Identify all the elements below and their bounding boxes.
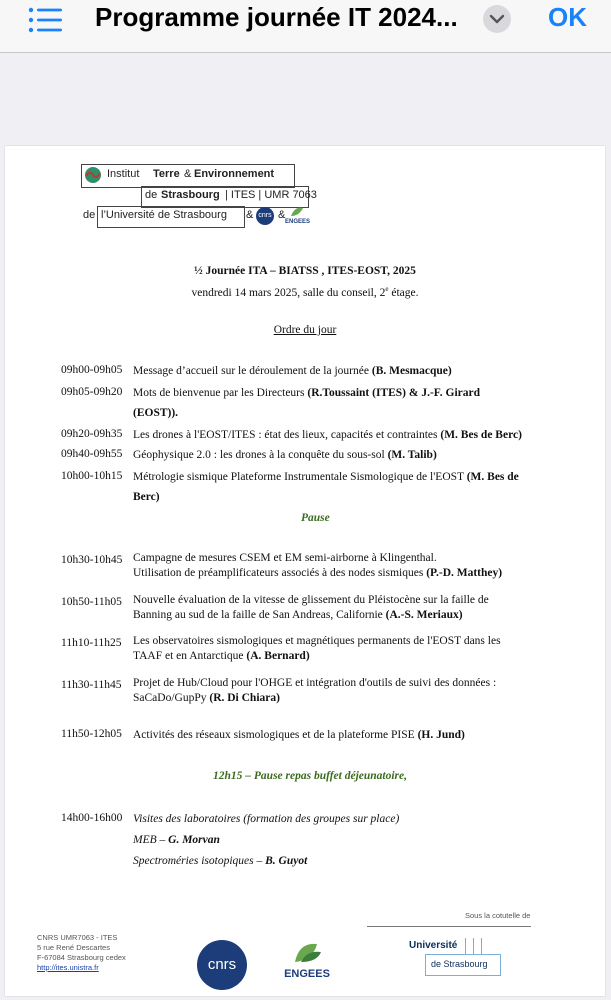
address-line: 5 rue René Descartes bbox=[37, 943, 110, 952]
cotutelle-label: Sous la cotutelle de bbox=[465, 911, 531, 920]
menu-icon[interactable] bbox=[28, 6, 64, 34]
chevron-down-icon[interactable] bbox=[483, 5, 511, 33]
event-subtitle: vendredi 14 mars 2025, salle du conseil, 2e étage. bbox=[191, 285, 419, 299]
globe-icon bbox=[83, 165, 103, 185]
engees-leaf-icon bbox=[289, 206, 305, 218]
visit-item: MEB – G. Morvan bbox=[133, 834, 220, 846]
document-title: Programme journée IT 2024... bbox=[95, 2, 458, 32]
website-link[interactable]: http://ites.unistra.fr bbox=[37, 963, 99, 972]
footer-divider bbox=[367, 926, 531, 927]
agenda-heading: Ordre du jour bbox=[273, 324, 337, 336]
address-line: CNRS UMR7063 - ITES bbox=[37, 933, 118, 942]
address-line: F-67084 Strasbourg cedex bbox=[37, 953, 126, 962]
top-bar bbox=[0, 0, 611, 53]
cnrs-logo: cnrs bbox=[197, 940, 247, 990]
unistra-logo: Université de Strasbourg bbox=[403, 938, 503, 978]
lunch-pause-label: 12h15 – Pause repas buffet déjeunatoire, bbox=[213, 770, 408, 782]
event-title: ½ Journée ITA – BIATSS , ITES-EOST, 2025 bbox=[194, 265, 416, 277]
engees-logo: ENGEES bbox=[277, 938, 337, 988]
ok-button[interactable]: OK bbox=[548, 2, 587, 32]
cnrs-logo-small: cnrs bbox=[256, 207, 274, 225]
engees-leaf-icon bbox=[277, 938, 337, 966]
pause-label: Pause bbox=[301, 512, 330, 524]
visit-item: Spectroméries isotopiques – B. Guyot bbox=[133, 855, 308, 867]
ites-logo: Institut Terre & Environnement de Strasbourg | ITES | UMR 7063 de l’Université de Strasbourg & cnrs & ENGEES bbox=[81, 164, 321, 234]
document-page: Institut Terre & Environnement de Strasbourg | ITES | UMR 7063 de l’Université de Strasbourg & cnrs & ENGEES ½ Journée ITA – BIATSS , ITES-EOST, 2025 vendredi 14 mars 2025, salle du conseil, 2e étage. Ordre du jour 09h00-09h05 Message d’accueil sur le déroulement de la journée (B. Mesmacque) 09h05-09h20 Mots de bienvenue par les Directeurs (R.Toussaint (ITES) & J.-F. Girard (EOST)). 09h20-09h35 Les drones à l'EOST/ITES : état des lieux, capacités et contraintes (M. Bes de Berc) 09h40-09h55 Géophysique 2.0 : les drones à la conquête du sous-sol (M. Talib) 10h00-10h15 Métrologie sismique Plateforme Instrumentale Sismologique de l'EOST (M. Bes de Berc) Pause 10h30-10h45 Campagne de mesures CSEM et EM semi-airborne à Klingenthal. Utilisation de préamplificateurs associés à des nodes sismiques (P.-D. Matthey) 10h50-11h05 Nouvelle évaluation de la vitesse de glissement du Pléistocène sur la faille de Banning au sud de la faille de San Andreas, Californie (A.-S. Meriaux) 11h10-11h25 Les observatoires sismologiques et magnétiques permanents de l'EOST dans les TAAF et en Antarctique (A. Bernard) 11h30-11h45 Projet de Hub/Cloud pour l'OHGE et intégration d'outils de suivi des données : SaCaDo/GupPy (R. Di Chiara) 11h50-12h05 Activités des réseaux sismologiques et de la plateforme PISE (H. Jund) 12h15 – Pause repas buffet déjeunatoire, 14h00-16h00 Visites des laboratoires (formation des groupes sur place) MEB – G. Morvan Spectroméries isotopiques – B. Guyot Sous la cotutelle de CNRS UMR7063 - ITES 5 rue René Descartes F-67084 Strasbourg cedex http://ites.unistra.fr cnrs ENGEES Université de Strasbourg bbox=[5, 146, 605, 996]
